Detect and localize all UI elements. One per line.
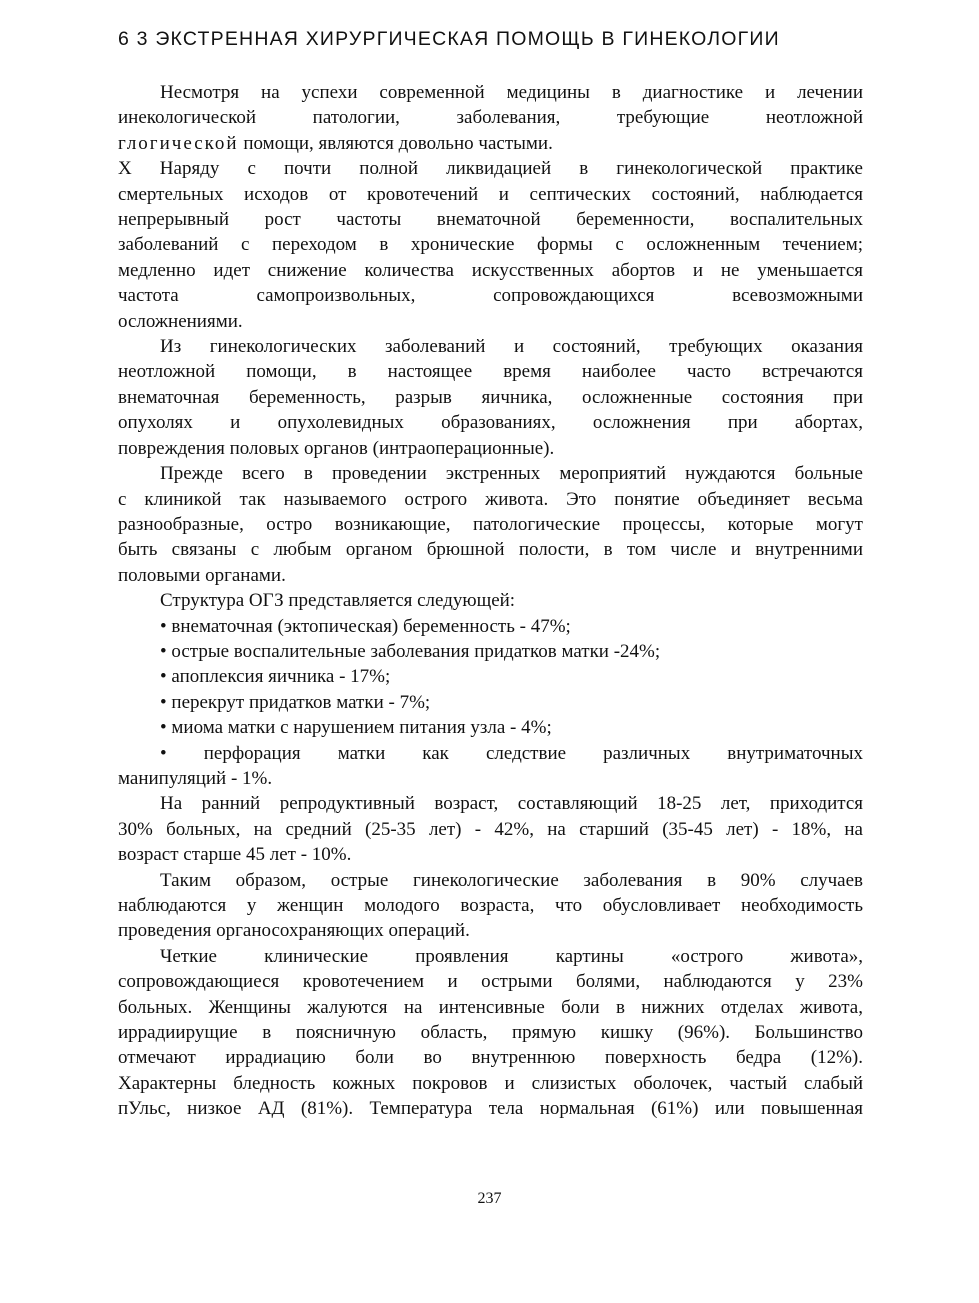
text-line: отмечают иррадиацию боли во внутреннюю поверхность бедра (12%). xyxy=(118,1047,863,1069)
paragraph-trends xyxy=(118,156,863,334)
text-line: непрерывный рост частоты внематочной беременности, воспалительных xyxy=(118,209,863,231)
text-line: манипуляций - 1%. xyxy=(118,767,273,789)
text-line: Характерны бледность кожных покровов и слизистых оболочек, частый слабый xyxy=(118,1072,863,1094)
text-line: повреждения половых органов (интраоперационные). xyxy=(118,437,555,459)
text-line: Прежде всего в проведении экстренных мероприятий нуждаются больные xyxy=(160,463,863,485)
text-line: Структура ОГЗ представляется следующей: xyxy=(160,590,516,612)
text-line: смертельных исходов от кровотечений и септических состояний, наблюдается xyxy=(118,183,863,205)
text-line: неотложной помощи, в настоящее время наиболее часто встречаются xyxy=(118,361,863,383)
paragraph-conditions xyxy=(118,334,863,461)
chapter-header: 6 3 ЭКСТРЕННАЯ ХИРУРГИЧЕСКАЯ ПОМОЩЬ В ГИНЕКОЛОГИИ xyxy=(118,28,780,50)
paragraph-structure xyxy=(118,588,863,613)
text-line: пУльс, низкое АД (81%). Температура тела нормальная (61%) или повышенная xyxy=(118,1098,863,1120)
text-line: иррадиирущие в поясничную область, прямую кишку (96%). Большинство xyxy=(118,1022,863,1044)
text-line: сопровождающиеся кровотечением и острыми болями, наблюдаются у 23% xyxy=(118,971,863,993)
text-line: разнообразные, остро возникающие, патологические процессы, которые могут xyxy=(118,513,863,535)
text-line: X Наряду с почти полной ликвидацией в гинекологической практике xyxy=(118,158,863,180)
paragraph-age-groups xyxy=(118,791,863,867)
text-line: На ранний репродуктивный возраст, составляющий 18-25 лет, приходится xyxy=(160,793,863,815)
list-item: • острые воспалительные заболевания придатков матки -24%; xyxy=(160,640,661,662)
text-line: быть связаны с любым органом брюшной полости, в том числе и внутренними xyxy=(118,539,863,561)
paragraph-conclusion xyxy=(118,868,863,944)
bullet-list xyxy=(118,614,863,792)
text-line: 30% больных, на средний (25-35 лет) - 42%, на старший (35-45 лет) - 18%, на xyxy=(118,818,863,840)
text-line: проведения органосохраняющих операций. xyxy=(118,920,470,942)
list-item: • апоплексия яичника - 17%; xyxy=(160,666,391,688)
text-line: возраст старше 45 лет - 10%. xyxy=(118,844,352,866)
text-line: с клиникой так называемого острого живота. Это понятие объединяет весьма xyxy=(118,488,863,510)
text-line: заболеваний с переходом в хронические формы с осложненным течением; xyxy=(118,234,863,256)
list-item: • перекрут придатков матки - 7%; xyxy=(160,691,431,713)
text-line: частота самопроизвольных, сопровождающихся всевозможными xyxy=(118,285,863,307)
text-line: больных. Женщины жалуются на интенсивные боли в нижних отделах живота, xyxy=(118,996,863,1018)
text-line: медленно идет снижение количества искусственных абортов и не уменьшается xyxy=(118,259,863,281)
text-line: осложнениями. xyxy=(118,310,243,332)
text-line: Таким образом, острые гинекологические заболевания в 90% случаев xyxy=(160,869,863,891)
list-item: • внематочная (эктопическая) беременность - 47%; xyxy=(160,615,571,637)
text-line: внематочная беременность, разрыв яичника, осложненные состояния при xyxy=(118,386,863,408)
paragraph-intro xyxy=(118,80,863,156)
text-line: инекологической патологии, заболевания, требующие неотложной xyxy=(118,107,863,129)
text-line: Несмотря на успехи современной медицины в диагностике и лечении xyxy=(160,82,863,103)
paragraph-acute-abdomen xyxy=(118,461,863,588)
body-text xyxy=(118,80,863,1122)
text-line: Четкие клинические проявления картины «острого живота», xyxy=(160,945,863,967)
text-fragment: помощи, являются довольно частыми. xyxy=(238,132,553,154)
text-line: Из гинекологических заболеваний и состояний, требующих оказания xyxy=(160,336,863,358)
text-line: наблюдаются у женщин молодого возраста, что обусловливает необходимость xyxy=(118,895,863,916)
text-fragment: глогической xyxy=(118,132,239,154)
text-line: половыми органами. xyxy=(118,564,286,586)
page-number: 237 xyxy=(477,1190,502,1207)
paragraph-clinical-signs xyxy=(118,944,863,1122)
list-item: • миома матки с нарушением питания узла - 4%; xyxy=(160,717,552,739)
text-line: опухолях и опухолевидных образованиях, осложнения при абортах, xyxy=(118,412,863,434)
list-item: • перфорация матки как следствие различных внутриматочных xyxy=(160,742,863,764)
text-line xyxy=(118,131,863,156)
